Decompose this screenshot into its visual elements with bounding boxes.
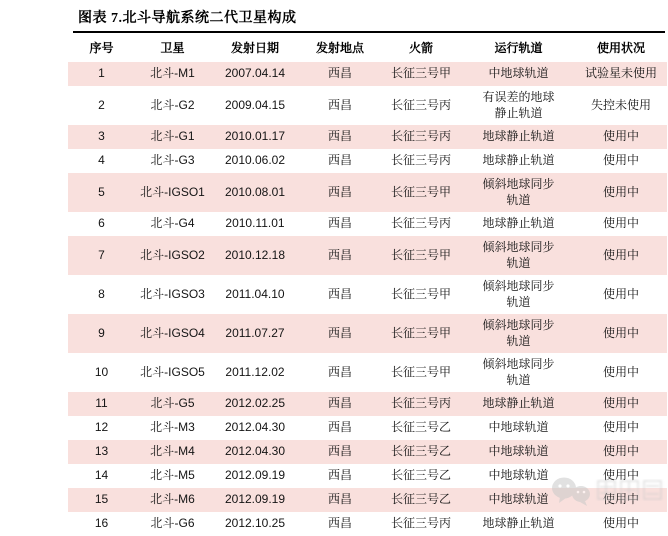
table-cell: 试验星未使用 bbox=[584, 66, 657, 81]
table-cell: 6 bbox=[98, 216, 105, 231]
table-cell: 10 bbox=[94, 364, 109, 379]
table-cell: 长征三号丙 bbox=[390, 516, 451, 531]
column-header: 卫星 bbox=[160, 40, 185, 55]
table-cell bbox=[462, 316, 575, 351]
table-cell bbox=[462, 277, 575, 312]
table-cell: 使用中 bbox=[602, 247, 639, 262]
table-row bbox=[68, 275, 667, 314]
table-cell bbox=[462, 175, 575, 210]
table-row bbox=[68, 149, 667, 173]
table-row bbox=[68, 125, 667, 149]
table-cell: 长征三号丙 bbox=[390, 129, 451, 144]
orbit-text: 倾斜地球同步轨道 bbox=[482, 317, 555, 348]
table-cell: 西昌 bbox=[327, 325, 352, 340]
table-row bbox=[68, 512, 667, 536]
table-cell bbox=[462, 127, 575, 147]
orbit-text: 倾斜地球同步轨道 bbox=[482, 239, 555, 270]
table-cell: 北斗-IGSO5 bbox=[140, 364, 205, 379]
table-cell: 7 bbox=[98, 247, 105, 262]
table-row bbox=[68, 62, 667, 86]
table-cell: 西昌 bbox=[327, 184, 352, 199]
title-rule bbox=[73, 31, 665, 33]
table-cell: 2012.04.30 bbox=[224, 420, 286, 435]
table-cell: 北斗-M3 bbox=[150, 420, 195, 435]
table-row bbox=[68, 86, 667, 125]
table-cell: 2007.04.14 bbox=[224, 66, 286, 81]
orbit-text: 倾斜地球同步轨道 bbox=[482, 278, 555, 309]
table-cell bbox=[462, 88, 575, 123]
table-cell: 使用中 bbox=[602, 492, 639, 507]
orbit-text: 地球静止轨道 bbox=[482, 153, 555, 168]
column-header: 使用状况 bbox=[596, 40, 645, 55]
table-cell: 西昌 bbox=[327, 153, 352, 168]
table-cell: 长征三号乙 bbox=[390, 492, 451, 507]
table-cell: 西昌 bbox=[327, 66, 352, 81]
table-row bbox=[68, 173, 667, 212]
orbit-text: 地球静止轨道 bbox=[482, 216, 555, 231]
table-cell: 北斗-M6 bbox=[150, 492, 195, 507]
orbit-text: 中地球轨道 bbox=[488, 420, 549, 435]
table-cell: 长征三号甲 bbox=[390, 364, 451, 379]
orbit-text: 中地球轨道 bbox=[488, 468, 549, 483]
orbit-text: 中地球轨道 bbox=[488, 444, 549, 459]
table-cell: 2012.10.25 bbox=[224, 516, 286, 531]
orbit-text: 中地球轨道 bbox=[488, 492, 549, 507]
orbit-text: 倾斜地球同步轨道 bbox=[482, 356, 555, 387]
column-header: 火箭 bbox=[408, 40, 433, 55]
table-cell: 北斗-G3 bbox=[150, 153, 195, 168]
table-cell: 8 bbox=[98, 286, 105, 301]
orbit-text: 中地球轨道 bbox=[488, 66, 549, 81]
table-cell: 西昌 bbox=[327, 420, 352, 435]
table-cell: 长征三号丙 bbox=[390, 396, 451, 411]
table-row bbox=[68, 464, 667, 488]
table-cell: 西昌 bbox=[327, 444, 352, 459]
table-cell: 北斗-G2 bbox=[150, 97, 195, 112]
table-cell: 西昌 bbox=[327, 364, 352, 379]
table-cell: 西昌 bbox=[327, 516, 352, 531]
table-cell: 北斗-M4 bbox=[150, 444, 195, 459]
table-cell bbox=[462, 466, 575, 486]
orbit-text: 有误差的地球静止轨道 bbox=[482, 89, 555, 120]
satellite-table bbox=[68, 35, 667, 536]
table-cell: 2010.06.02 bbox=[224, 153, 286, 168]
table-cell bbox=[462, 214, 575, 234]
table-cell: 使用中 bbox=[602, 468, 639, 483]
table-row bbox=[68, 314, 667, 353]
table-cell: 2009.04.15 bbox=[224, 97, 286, 112]
table-cell: 北斗-G1 bbox=[150, 129, 195, 144]
table-cell: 2010.01.17 bbox=[224, 129, 286, 144]
figure-title: 图表 7.北斗导航系统二代卫星构成 bbox=[78, 11, 297, 26]
table-cell: 2010.08.01 bbox=[224, 184, 286, 199]
table-cell: 2010.11.01 bbox=[225, 216, 285, 231]
table-cell: 2011.04.10 bbox=[225, 286, 285, 301]
column-header: 发射地点 bbox=[315, 40, 364, 55]
table-cell: 使用中 bbox=[602, 420, 639, 435]
table-cell: 西昌 bbox=[327, 97, 352, 112]
orbit-text: 倾斜地球同步轨道 bbox=[482, 176, 555, 207]
table-cell: 9 bbox=[98, 325, 105, 340]
table-cell: 使用中 bbox=[602, 325, 639, 340]
table-cell: 4 bbox=[98, 153, 105, 168]
table-cell: 北斗-M1 bbox=[150, 66, 195, 81]
table-cell: 长征三号甲 bbox=[390, 184, 451, 199]
table-cell: 北斗-M5 bbox=[150, 468, 195, 483]
table-row bbox=[68, 416, 667, 440]
table-row bbox=[68, 440, 667, 464]
table-cell: 2010.12.18 bbox=[224, 247, 286, 262]
table-cell: 12 bbox=[94, 420, 109, 435]
column-header: 发射日期 bbox=[230, 40, 279, 55]
table-cell: 西昌 bbox=[327, 468, 352, 483]
table-cell: 14 bbox=[94, 468, 109, 483]
table-cell: 西昌 bbox=[327, 129, 352, 144]
table-cell: 使用中 bbox=[602, 216, 639, 231]
table-cell: 5 bbox=[98, 184, 105, 199]
table-cell: 北斗-IGSO3 bbox=[140, 286, 205, 301]
table-cell: 西昌 bbox=[327, 286, 352, 301]
report-page bbox=[0, 7, 667, 529]
table-cell bbox=[462, 490, 575, 510]
table-row bbox=[68, 392, 667, 416]
table-cell bbox=[462, 514, 575, 534]
table-cell: 使用中 bbox=[602, 396, 639, 411]
table-cell: 长征三号乙 bbox=[390, 468, 451, 483]
table-row bbox=[68, 236, 667, 275]
table-cell: 长征三号甲 bbox=[390, 325, 451, 340]
table-cell: 2011.07.27 bbox=[225, 325, 285, 340]
table-cell: 2011.12.02 bbox=[225, 364, 285, 379]
table-cell: 使用中 bbox=[602, 184, 639, 199]
table-cell: 长征三号丙 bbox=[390, 97, 451, 112]
table-cell: 16 bbox=[94, 516, 109, 531]
table-cell: 15 bbox=[94, 492, 109, 507]
table-cell: 2012.09.19 bbox=[224, 468, 286, 483]
table-cell: 西昌 bbox=[327, 492, 352, 507]
table-cell: 3 bbox=[98, 129, 105, 144]
table-cell: 2012.04.30 bbox=[224, 444, 286, 459]
column-header: 运行轨道 bbox=[494, 40, 543, 55]
table-cell: 失控未使用 bbox=[590, 97, 651, 112]
table-cell: 使用中 bbox=[602, 153, 639, 168]
table-cell: 北斗-G6 bbox=[150, 516, 195, 531]
table-cell bbox=[462, 151, 575, 171]
table-cell: 北斗-IGSO1 bbox=[140, 184, 205, 199]
table-body bbox=[68, 62, 667, 536]
table-cell: 西昌 bbox=[327, 247, 352, 262]
table-cell bbox=[462, 418, 575, 438]
table-cell: 1 bbox=[98, 66, 105, 81]
table-cell: 长征三号丙 bbox=[390, 216, 451, 231]
table-cell: 长征三号甲 bbox=[390, 286, 451, 301]
table-cell: 使用中 bbox=[602, 129, 639, 144]
table-cell: 使用中 bbox=[602, 364, 639, 379]
table-cell: 长征三号甲 bbox=[390, 66, 451, 81]
table-cell: 西昌 bbox=[327, 396, 352, 411]
table-cell: 长征三号甲 bbox=[390, 247, 451, 262]
table-cell: 北斗-G4 bbox=[150, 216, 195, 231]
table-cell: 北斗-G5 bbox=[150, 396, 195, 411]
table-cell bbox=[462, 238, 575, 273]
orbit-text: 地球静止轨道 bbox=[482, 516, 555, 531]
table-cell: 2012.02.25 bbox=[224, 396, 286, 411]
table-cell: 11 bbox=[95, 396, 108, 411]
column-header: 序号 bbox=[89, 40, 114, 55]
table-row bbox=[68, 353, 667, 392]
table-row bbox=[68, 488, 667, 512]
table-cell: 使用中 bbox=[602, 444, 639, 459]
table-cell: 西昌 bbox=[327, 216, 352, 231]
table-cell: 长征三号丙 bbox=[390, 153, 451, 168]
table-cell: 北斗-IGSO4 bbox=[140, 325, 205, 340]
table-cell bbox=[462, 442, 575, 462]
table-cell bbox=[462, 64, 575, 84]
orbit-text: 地球静止轨道 bbox=[482, 396, 555, 411]
orbit-text: 地球静止轨道 bbox=[482, 129, 555, 144]
table-cell: 2 bbox=[98, 97, 105, 112]
table-row bbox=[68, 212, 667, 236]
table-cell: 长征三号乙 bbox=[390, 420, 451, 435]
table-cell: 2012.09.19 bbox=[224, 492, 286, 507]
table-cell bbox=[462, 394, 575, 414]
table-cell bbox=[462, 355, 575, 390]
table-cell: 13 bbox=[94, 444, 109, 459]
table-cell: 北斗-IGSO2 bbox=[140, 247, 205, 262]
table-cell: 长征三号乙 bbox=[390, 444, 451, 459]
table-cell: 使用中 bbox=[602, 516, 639, 531]
table-cell: 使用中 bbox=[602, 286, 639, 301]
table-header-row bbox=[68, 35, 667, 62]
